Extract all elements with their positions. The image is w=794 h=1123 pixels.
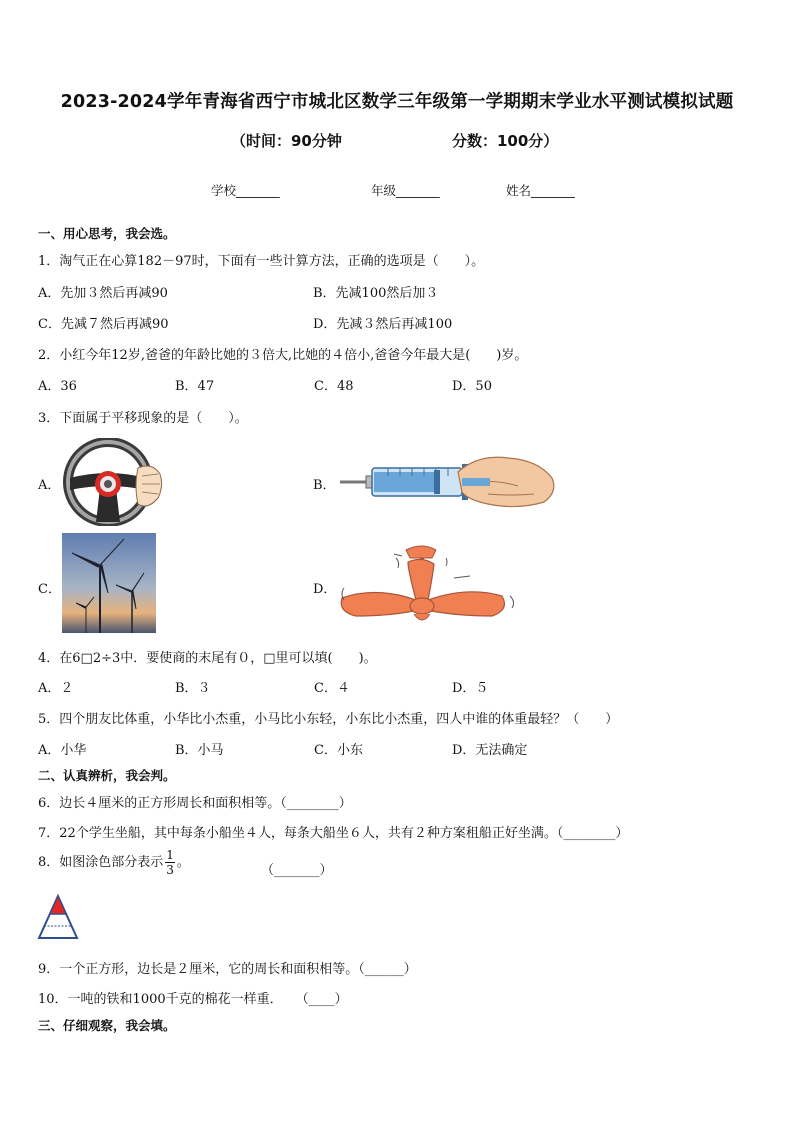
q8-answer-blank[interactable]: （_______） — [261, 863, 333, 878]
question-1: 1．淘气正在心算182－97时，下面有一些计算方法，正确的选项是（ ）。 — [38, 254, 485, 269]
q5-option-b[interactable]: B．小马 — [175, 743, 224, 758]
question-2: 2．小红今年12岁,爸爸的年龄比她的３倍大,比她的４倍小,爸爸今年最大是( )岁。 — [38, 348, 528, 363]
wind-turbine-image[interactable] — [62, 533, 156, 633]
question-10: 10．一吨的铁和1000千克的棉花一样重． （____） — [38, 992, 348, 1007]
q8-fraction-numerator: 1 — [166, 848, 174, 862]
section-2-heading: 二、认真辨析，我会判。 — [38, 768, 176, 783]
question-6: 6．边长４厘米的正方形周长和面积相等。（________） — [38, 796, 352, 811]
steering-wheel-image[interactable] — [60, 438, 168, 526]
syringe-image[interactable] — [338, 452, 560, 514]
q2-option-d[interactable]: D．50 — [452, 379, 492, 394]
q2-option-b[interactable]: B．47 — [175, 379, 215, 394]
question-4: 4．在6□2÷3中．要使商的末尾有０，□里可以填( )。 — [38, 651, 377, 666]
page-title: 2023-2024学年青海省西宁市城北区数学三年级第一学期期末学业水平测试模拟试题 — [60, 92, 734, 112]
shaded-triangle-figure — [37, 894, 79, 940]
grade-field[interactable]: 年级_______ — [371, 183, 440, 198]
exam-time: （时间：90分钟 — [231, 132, 342, 150]
q3-option-a[interactable]: A． — [38, 478, 61, 493]
question-7: 7．22个学生坐船，其中每条小船坐４人，每条大船坐６人，共有２种方案租船正好坐满。（________） — [38, 826, 629, 841]
q2-option-a[interactable]: A．36 — [38, 379, 77, 394]
name-field[interactable]: 姓名_______ — [506, 183, 575, 198]
q8-stem-text: 8．如图涂色部分表示 — [38, 855, 164, 870]
q4-option-b[interactable]: B．３ — [175, 681, 211, 696]
q5-option-d[interactable]: D．无法确定 — [452, 743, 528, 758]
school-field[interactable]: 学校_______ — [211, 183, 280, 198]
q5-option-a[interactable]: A．小华 — [38, 743, 87, 758]
q2-option-c[interactable]: C．48 — [314, 379, 354, 394]
q1-option-b[interactable]: B．先减100然后加３ — [313, 286, 439, 301]
section-1-heading: 一、用心思考，我会选。 — [38, 226, 176, 241]
section-3-heading: 三、仔细观察，我会填。 — [38, 1018, 176, 1033]
q5-option-c[interactable]: C．小东 — [314, 743, 363, 758]
q8-fraction — [165, 849, 175, 876]
q3-option-d[interactable]: D． — [313, 582, 337, 597]
ceiling-fan-image[interactable] — [336, 540, 522, 632]
q4-option-c[interactable]: C．４ — [314, 681, 350, 696]
q1-option-c[interactable]: C．先减７然后再减90 — [38, 317, 169, 332]
exam-score: 分数：100分） — [452, 132, 559, 150]
q1-option-a[interactable]: A．先加３然后再减90 — [38, 286, 168, 301]
question-9: 9．一个正方形，边长是２厘米，它的周长和面积相等。（______） — [38, 962, 417, 977]
q3-option-b[interactable]: B． — [313, 478, 336, 493]
question-8 — [38, 849, 190, 876]
q1-option-d[interactable]: D．先减３然后再减100 — [313, 317, 453, 332]
q8-stem-end: 。 — [176, 855, 190, 870]
question-5: 5．四个朋友比体重，小华比小杰重，小马比小东轻，小东比小杰重，四人中谁的体重最轻？（ ） — [38, 712, 619, 727]
q8-fraction-denominator: 3 — [166, 863, 174, 877]
q3-option-c[interactable]: C． — [38, 582, 61, 597]
question-3: 3．下面属于平移现象的是（ ）。 — [38, 411, 248, 426]
q4-option-a[interactable]: A．２ — [38, 681, 74, 696]
q4-option-d[interactable]: D．５ — [452, 681, 489, 696]
